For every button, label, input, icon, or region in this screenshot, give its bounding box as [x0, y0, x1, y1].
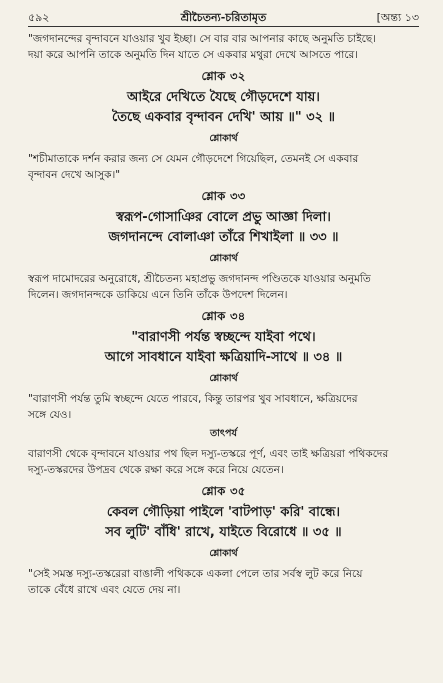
verse-line: আগে সাবধানে যাইবা ক্ষত্রিয়াদি-সাথে ॥ ৩৪ ॥ [104, 350, 343, 365]
chapter-label: [অন্ত্য ১৩ [376, 11, 419, 24]
paragraph-line: দয়া করে আপনি তাকে অনুমতি দিন যাতে সে একবার মথুরা দেখে আসতে পারে। [28, 49, 359, 61]
verse-heading: শ্লোক ৩৫ [201, 484, 246, 498]
paragraph-line: দিলেন। জগদানন্দকে ডাকিয়ে এনে তিনি তাঁকে উপদেশ দিলেন। [28, 289, 288, 301]
verse-line: জগদানন্দে বোলাঞা তাঁরে শিখাইলা ॥ ৩৩ ॥ [108, 230, 339, 245]
paragraph [28, 151, 419, 183]
paragraph [28, 446, 419, 478]
section-subheading: শ্লোকার্থ [209, 548, 238, 559]
page-header [28, 6, 419, 27]
paragraph-line: সঙ্গে যেও। [28, 409, 72, 421]
verse-block [28, 328, 419, 368]
verse-block [28, 208, 419, 248]
paragraph-line: দস্যু-তস্করদের উপদ্রব থেকে রক্ষা করে সঙ্গে করে নিয়ে যেতেন। [28, 464, 284, 476]
section-subheading: তাৎপর্য [210, 428, 237, 439]
paragraph [28, 271, 419, 303]
verse-block [28, 88, 419, 128]
paragraph [28, 391, 419, 423]
verse-block [28, 503, 419, 543]
paragraph-line: "সেই সমস্ত দস্যু-তস্করেরা বাঙালী পথিককে একলা পেলে তার সর্বস্ব লুট করে নিয়ে [28, 568, 363, 580]
verse-heading: শ্লোক ৩৪ [201, 309, 246, 323]
verse-line: তৈছে একবার বৃন্দাবন দেখি' আয় ॥" ৩২ ॥ [112, 110, 335, 125]
verse-heading: শ্লোক ৩২ [201, 69, 246, 83]
paragraph-line: স্বরূপ দামোদরের অনুরোধে, শ্রীচৈতন্য মহাপ্রভু জগদানন্দ পণ্ডিতকে যাওয়ার অনুমতি [28, 273, 371, 285]
page-content [28, 31, 419, 598]
section-subheading: শ্লোকার্থ [209, 133, 238, 144]
verse-heading: শ্লোক ৩৩ [201, 189, 246, 203]
section-subheading: শ্লোকার্থ [209, 253, 238, 264]
running-title: শ্রীচৈতন্য-চরিতামৃত [180, 11, 267, 24]
paragraph [28, 566, 419, 598]
verse-line: কেবল গৌড়িয়া পাইলে 'বাটপাড়' করি' বান্ধে। [106, 505, 341, 520]
paragraph-line: বারাণসী থেকে বৃন্দাবনে যাওয়ার পথ ছিল দস্যু-তস্করে পূর্ণ, এবং তাই ক্ষত্রিয়রা পথিকদের [28, 448, 389, 460]
verse-line: "বারাণসী পর্যন্ত স্বচ্ছন্দে যাইবা পথে। [131, 330, 316, 345]
paragraph-line: "বারাণসী পর্যন্ত তুমি স্বচ্ছন্দে যেতে পারবে, কিন্তু তারপর খুব সাবধানে, ক্ষত্রিয়দের [28, 393, 358, 405]
paragraph [28, 31, 419, 63]
section-subheading: শ্লোকার্থ [209, 373, 238, 384]
page-number: ৫৯২ [28, 11, 50, 24]
verse-line: আইরে দেখিতে যৈছে গৌড়দেশে যায়। [127, 90, 320, 105]
verse-line: স্বরূপ-গোসাঞির বোলে প্রভু আজ্ঞা দিলা। [116, 210, 331, 225]
paragraph-line: "শচীমাতাকে দর্শন করার জন্য সে যেমন গৌড়দেশে গিয়েছিল, তেমনই সে একবার [28, 153, 359, 165]
paragraph-line: "জগদানন্দের বৃন্দাবনে যাওয়ার খুব ইচ্ছা। সে বার বার আপনার কাছে অনুমতি চাইছে। [28, 33, 377, 45]
paragraph-line: তাকে বেঁধে রাখে এবং যেতে দেয় না। [28, 584, 181, 596]
paragraph-line: বৃন্দাবন দেখে আসুক।" [28, 169, 121, 181]
verse-line: সব লুটি' বাঁধি' রাখে, যাইতে বিরোধে ॥ ৩৫ ॥ [105, 525, 342, 540]
